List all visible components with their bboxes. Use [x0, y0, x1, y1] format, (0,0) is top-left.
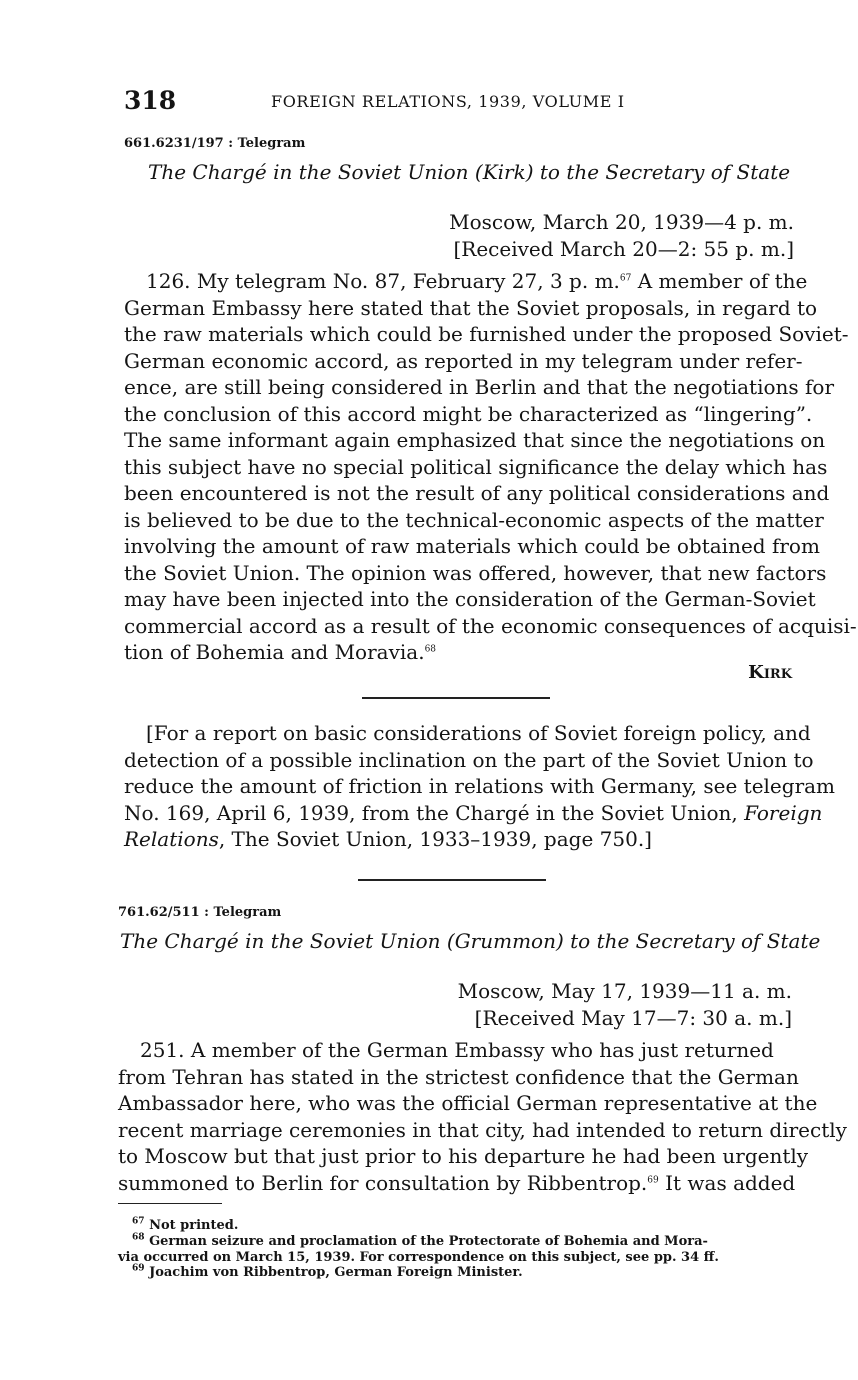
dateline-sent: Moscow, March 20, 1939—4 p. m.	[449, 210, 794, 234]
file-reference: 661.6231/197 : Telegram	[124, 136, 306, 151]
body-line: is believed to be due to the technical-economic aspects of the matter	[124, 507, 824, 532]
document-title: The Chargé in the Soviet Union (Grummon) to the Secretary of State	[120, 929, 821, 953]
body-line: from Tehran has stated in the strictest confidence that the German	[118, 1064, 799, 1089]
page-number: 318	[124, 86, 177, 115]
dateline-received: [Received May 17—7: 30 a. m.]	[474, 1005, 792, 1030]
note-line: Relations, The Soviet Union, 1933–1939, page 750.]	[124, 827, 652, 851]
body-line: 126. My telegram No. 87, February 27, 3 p. m.$^{67}$ A member of the	[146, 269, 808, 293]
footnote: $^{69}$ Joachim von Ribbentrop, German Foreign Minister.	[132, 1263, 523, 1280]
body-line: 251. A member of the German Embassy who has just returned	[140, 1038, 774, 1062]
body-line: summoned to Berlin for consultation by Ribbentrop.$^{69}$ It was added	[118, 1170, 796, 1195]
footnotes	[118, 1216, 794, 1280]
note-line: reduce the amount of friction in relations with Germany, see telegram	[124, 774, 836, 798]
body-line: the conclusion of this accord might be characterized as “lingering”.	[124, 401, 813, 426]
footnote: $^{67}$ Not printed.	[132, 1216, 239, 1233]
section-divider	[358, 879, 546, 881]
document-title: The Chargé in the Soviet Union (Kirk) to the Secretary of State	[148, 160, 791, 184]
body-line: the Soviet Union. The opinion was offered, however, that new factors	[124, 560, 827, 585]
note-line: [For a report on basic considerations of Soviet foreign policy, and	[146, 721, 811, 745]
body-line: tion of Bohemia and Moravia.$^{68}$	[124, 640, 437, 664]
footnote: $^{68}$ German seizure and proclamation of the Protectorate of Bohemia and Mora-	[132, 1232, 708, 1249]
body-line: German economic accord, as reported in my telegram under refer-	[124, 348, 803, 373]
telegram-body	[118, 1037, 847, 1196]
dateline	[458, 978, 792, 1031]
body-line: recent marriage ceremonies in that city, had intended to return directly	[118, 1117, 847, 1142]
note-line: detection of a possible inclination on the part of the Soviet Union to	[124, 747, 814, 772]
body-line: been encountered is not the result of any political considerations and	[124, 481, 830, 505]
body-line: commercial accord as a result of the economic consequences of acquisi-	[124, 613, 857, 638]
editorial-note	[124, 720, 836, 853]
body-line: to Moscow but that just prior to his departure he had been urgently	[118, 1144, 809, 1168]
signature: Kirk	[748, 662, 792, 683]
body-line: may have been injected into the consideration of the German-Soviet	[124, 587, 816, 611]
dateline-received: [Received March 20—2: 55 p. m.]	[453, 236, 794, 261]
footnote-continuation: via occurred on March 15, 1939. For correspondence on this subject, see pp. 34 ff.	[118, 1250, 719, 1265]
note-line: No. 169, April 6, 1939, from the Chargé in the Soviet Union, Foreign	[124, 800, 823, 825]
body-line: Ambassador here, who was the official German representative at the	[118, 1091, 818, 1115]
body-line: the raw materials which could be furnished under the proposed Soviet-	[124, 322, 849, 346]
dateline-sent: Moscow, May 17, 1939—11 a. m.	[457, 979, 792, 1003]
file-reference: 761.62/511 : Telegram	[118, 905, 282, 920]
section-divider	[362, 697, 550, 699]
body-line: German Embassy here stated that the Soviet proposals, in regard to	[124, 295, 818, 320]
telegram-body	[124, 268, 857, 666]
dateline	[449, 209, 794, 262]
footnote-rule	[118, 1203, 222, 1204]
body-line: ence, are still being considered in Berlin and that the negotiations for	[124, 375, 835, 399]
body-line: involving the amount of raw materials which could be obtained from	[124, 534, 820, 558]
running-title: FOREIGN RELATIONS, 1939, VOLUME I	[271, 92, 625, 111]
body-line: The same informant again emphasized that since the negotiations on	[124, 428, 826, 452]
body-line: this subject have no special political significance the delay which has	[124, 454, 828, 479]
